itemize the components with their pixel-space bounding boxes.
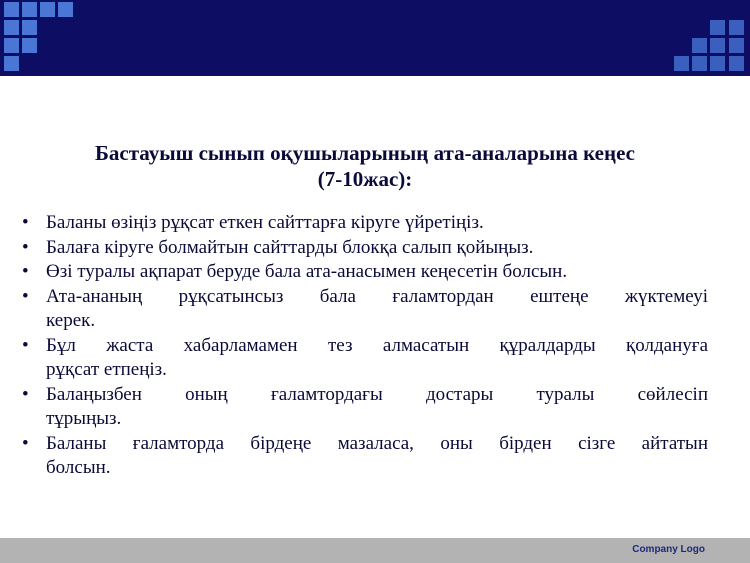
decor-square xyxy=(4,20,19,35)
decor-square xyxy=(729,56,744,71)
list-item: • Ата-ананың рұқсатынсыз бала ғаламтордан ештеңе жүктемеуі керек. xyxy=(22,285,708,331)
header-banner xyxy=(0,0,750,76)
decor-square xyxy=(710,38,725,53)
decor-square xyxy=(22,38,37,53)
list-item: • Баланы өзіңіз рұқсат еткен сайттарға кіруге үйретіңіз. xyxy=(22,212,484,233)
decor-square xyxy=(710,56,725,71)
decor-square xyxy=(692,38,707,53)
company-logo: Company Logo xyxy=(632,544,705,555)
decor-square xyxy=(22,2,37,17)
decor-square xyxy=(40,2,55,17)
decor-square xyxy=(4,56,19,71)
decor-square xyxy=(674,56,689,71)
decor-square xyxy=(729,38,744,53)
list-item: • Өзі туралы ақпарат беруде бала ата-анасымен кеңесетін болсын. xyxy=(22,261,568,282)
footer-bar xyxy=(0,538,750,563)
decor-square xyxy=(22,20,37,35)
advice-list xyxy=(22,211,708,481)
decor-square xyxy=(4,2,19,17)
decor-square xyxy=(4,38,19,53)
list-item: • Бұл жаста хабарламамен тез алмасатын құралдарды қолдануға рұқсат етпеңіз. xyxy=(22,334,708,380)
list-item: • Балаға кіруге болмайтын сайттарды блокқа салып қойыңыз. xyxy=(22,236,534,258)
slide-title-line2: (7-10жас): xyxy=(317,167,413,191)
decor-square xyxy=(729,20,744,35)
decor-square xyxy=(692,56,707,71)
decor-square xyxy=(58,2,73,17)
list-item: • Балаңызбен оның ғаламтордағы достары туралы сөйлесіп тұрыңыз. xyxy=(22,383,708,429)
decor-square xyxy=(710,20,725,35)
slide-title-line1: Бастауыш сынып оқушыларының ата-аналарына кеңес xyxy=(95,141,635,165)
list-item: • Баланы ғаламторда бірдеңе мазаласа, оны бірден сізге айтатын болсын. xyxy=(22,432,708,478)
